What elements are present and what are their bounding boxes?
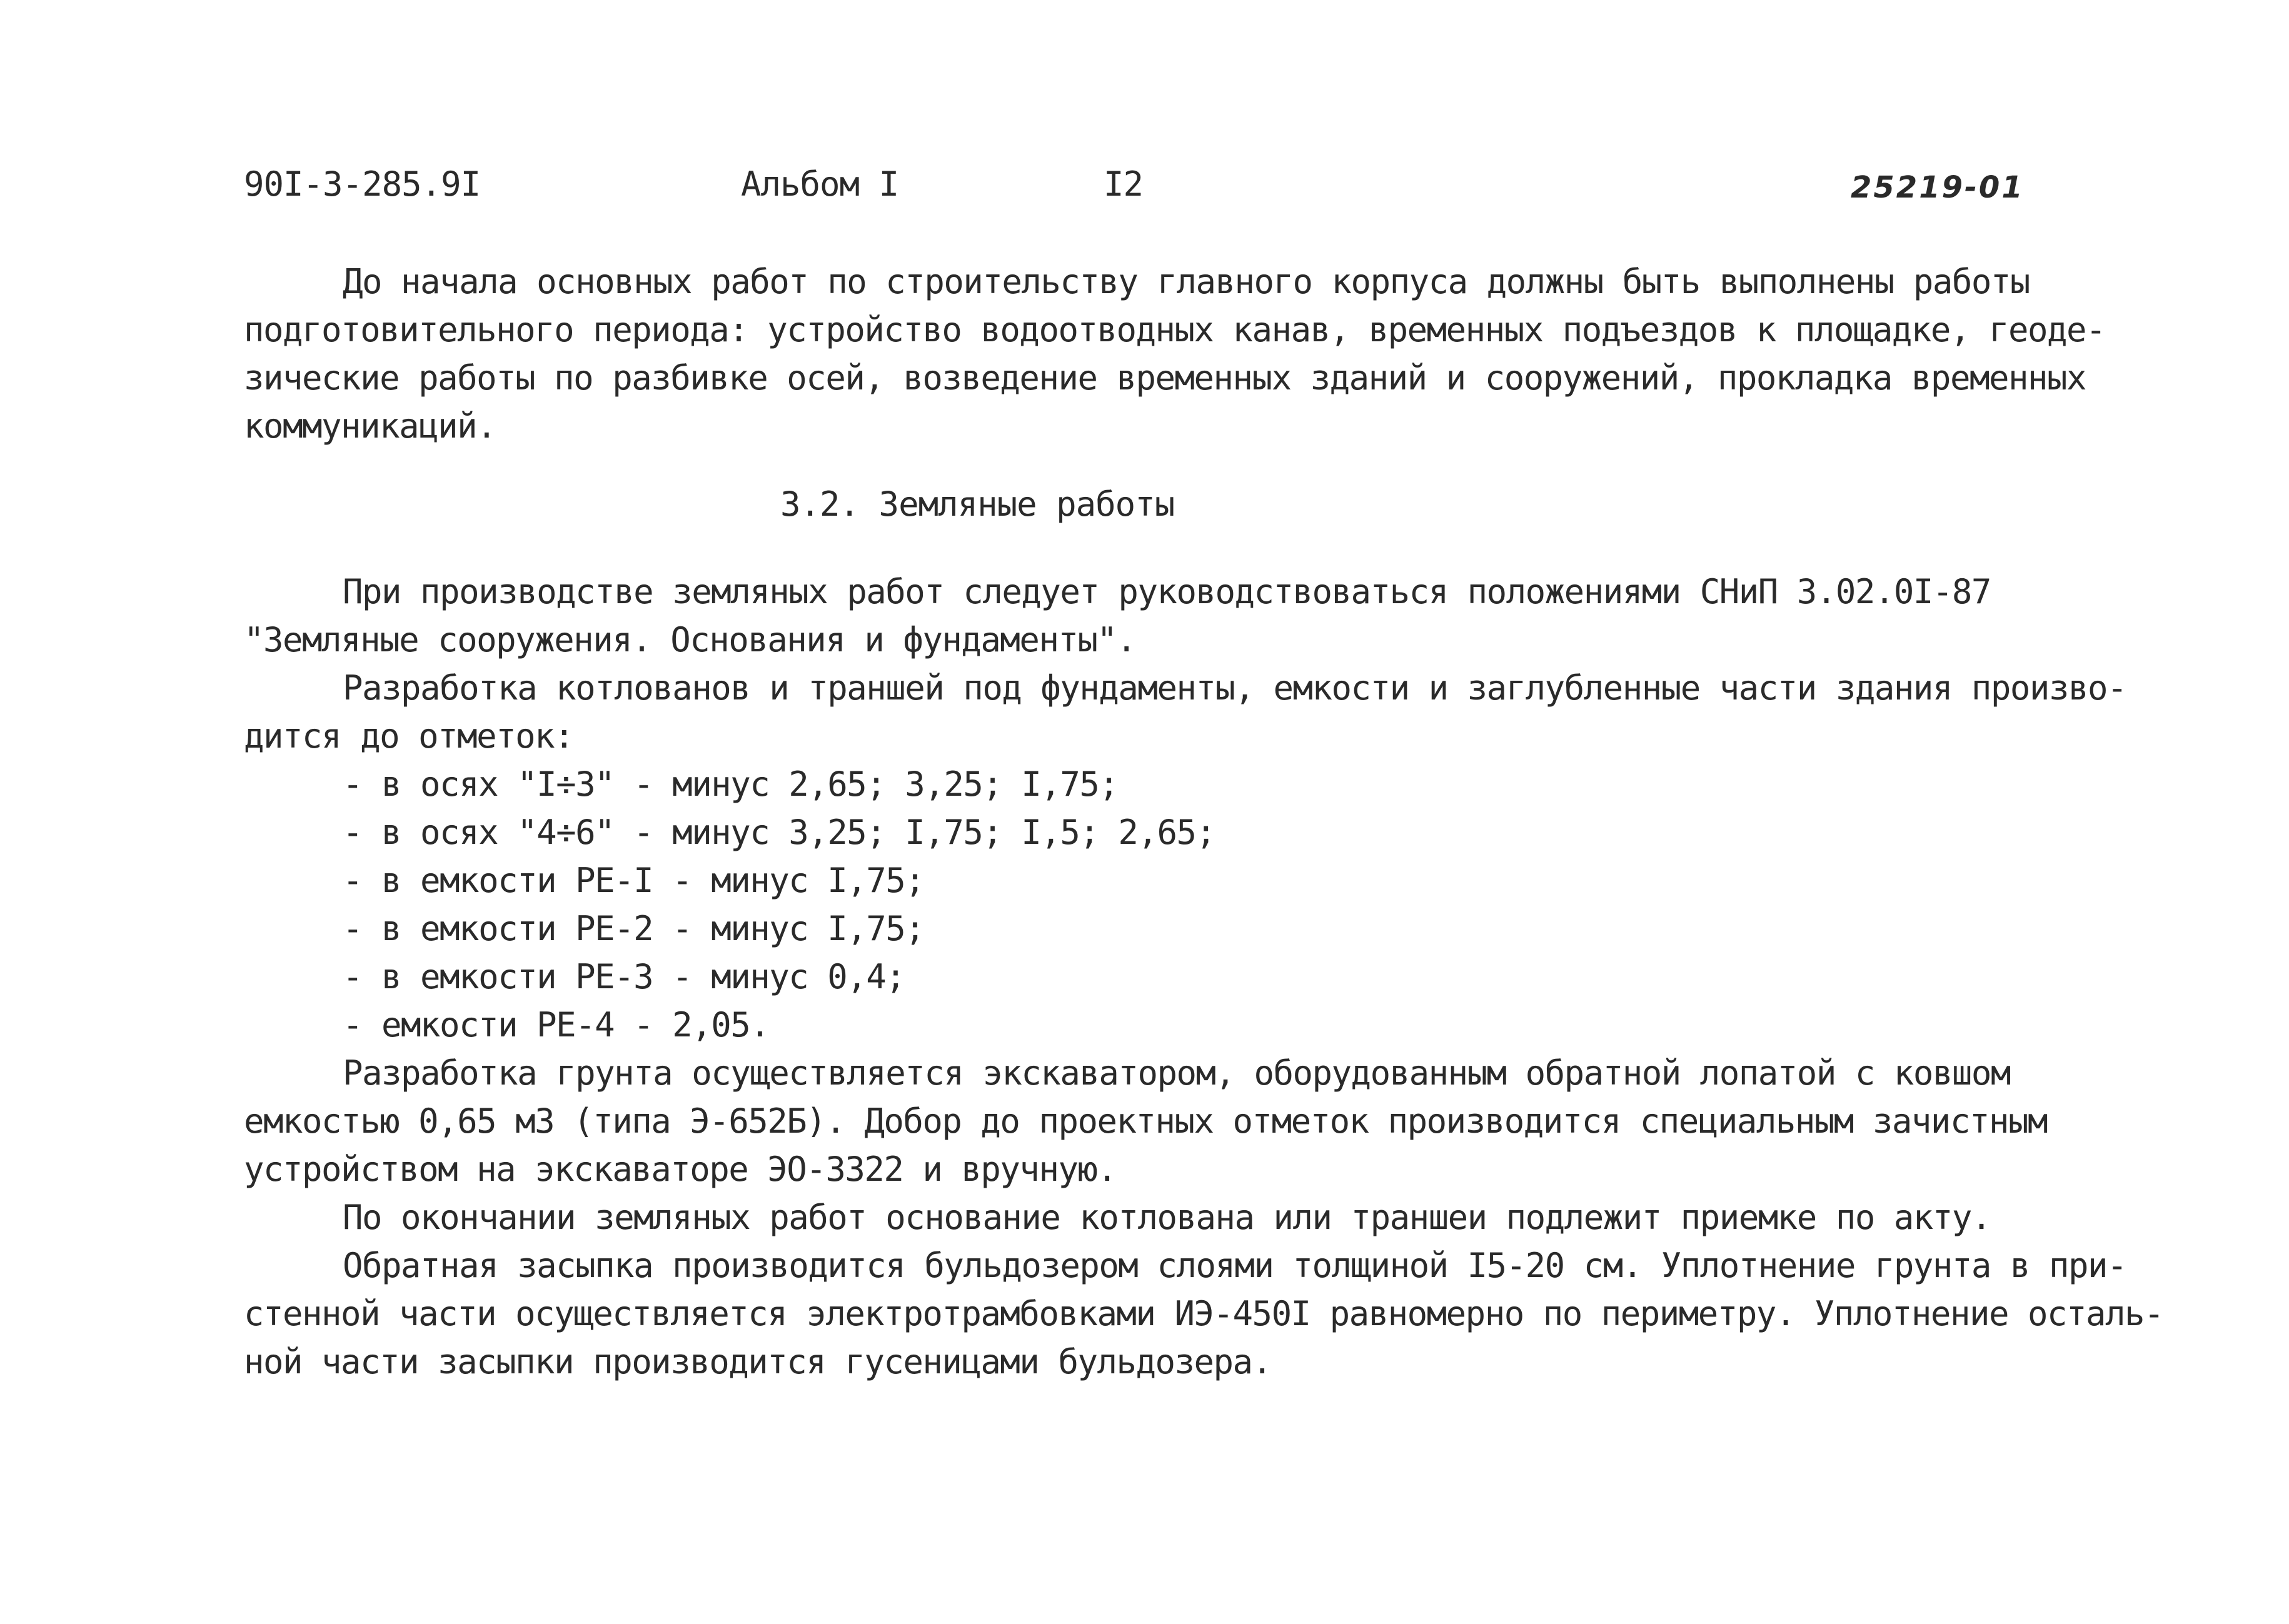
text-line: Обратная засыпка производится бульдозером слоями толщиной I5-20 см. Уплотнение грунта в при- bbox=[343, 1246, 2126, 1285]
list-item: - в емкости РЕ-2 - минус I,75; bbox=[343, 909, 925, 948]
text-line: Разработка грунта осуществляется экскаватором, оборудованным обратной лопатой с ковшом bbox=[343, 1053, 2010, 1093]
section-title: 3.2. Земляные работы bbox=[780, 484, 1175, 524]
list-item: - в осях "I÷3" - минус 2,65; 3,25; I,75; bbox=[343, 764, 1119, 804]
document-code: 90I-3-285.9I bbox=[244, 164, 481, 204]
text-line: дится до отметок: bbox=[244, 716, 574, 756]
section-body bbox=[244, 568, 2220, 1386]
text-line: Разработка котлованов и траншей под фундаменты, емкости и заглубленные части здания произво- bbox=[343, 668, 2126, 708]
page-number: I2 bbox=[1104, 164, 1144, 204]
text-line: До начала основных работ по строительству главного корпуса должны быть выполнены работы bbox=[343, 262, 2030, 301]
album-label: Альбом I bbox=[741, 164, 899, 204]
text-line: стенной части осуществляется электротрамбовками ИЭ-450I равномерно по периметру. Уплотнение осталь- bbox=[244, 1294, 2164, 1333]
text-line: По окончании земляных работ основание котлована или траншеи подлежит приемке по акту. bbox=[343, 1198, 1991, 1237]
text-line: емкостью 0,65 м3 (типа Э-652Б). Добор до проектных отметок производится специальным зачистным bbox=[244, 1101, 2047, 1141]
text-line: При производстве земляных работ следует руководствоваться положениями СНиП 3.02.0I-87 bbox=[343, 572, 1991, 611]
text-line: коммуникаций. bbox=[244, 406, 496, 446]
inventory-stamp: 25219-01 bbox=[1851, 170, 2025, 205]
list-item: - в емкости РЕ-I - минус I,75; bbox=[343, 861, 925, 900]
text-line: ной части засыпки производится гусеницами бульдозера. bbox=[244, 1342, 1272, 1381]
list-item: - в емкости РЕ-3 - минус 0,4; bbox=[343, 957, 905, 996]
list-item: - емкости РЕ-4 - 2,05. bbox=[343, 1005, 770, 1045]
text-line: подготовительного периода: устройство водоотводных канав, временных подъездов к площадке, геоде- bbox=[244, 310, 2106, 349]
text-line: зические работы по разбивке осей, возведение временных зданий и сооружений, прокладка временных bbox=[244, 358, 2086, 398]
text-line: устройством на экскаваторе ЭО-3322 и вручную. bbox=[244, 1150, 1117, 1189]
text-line: "Земляные сооружения. Основания и фундаменты". bbox=[244, 620, 1136, 659]
intro-paragraph bbox=[244, 258, 2220, 450]
list-item: - в осях "4÷6" - минус 3,25; I,75; I,5; 2,65; bbox=[343, 813, 1215, 852]
